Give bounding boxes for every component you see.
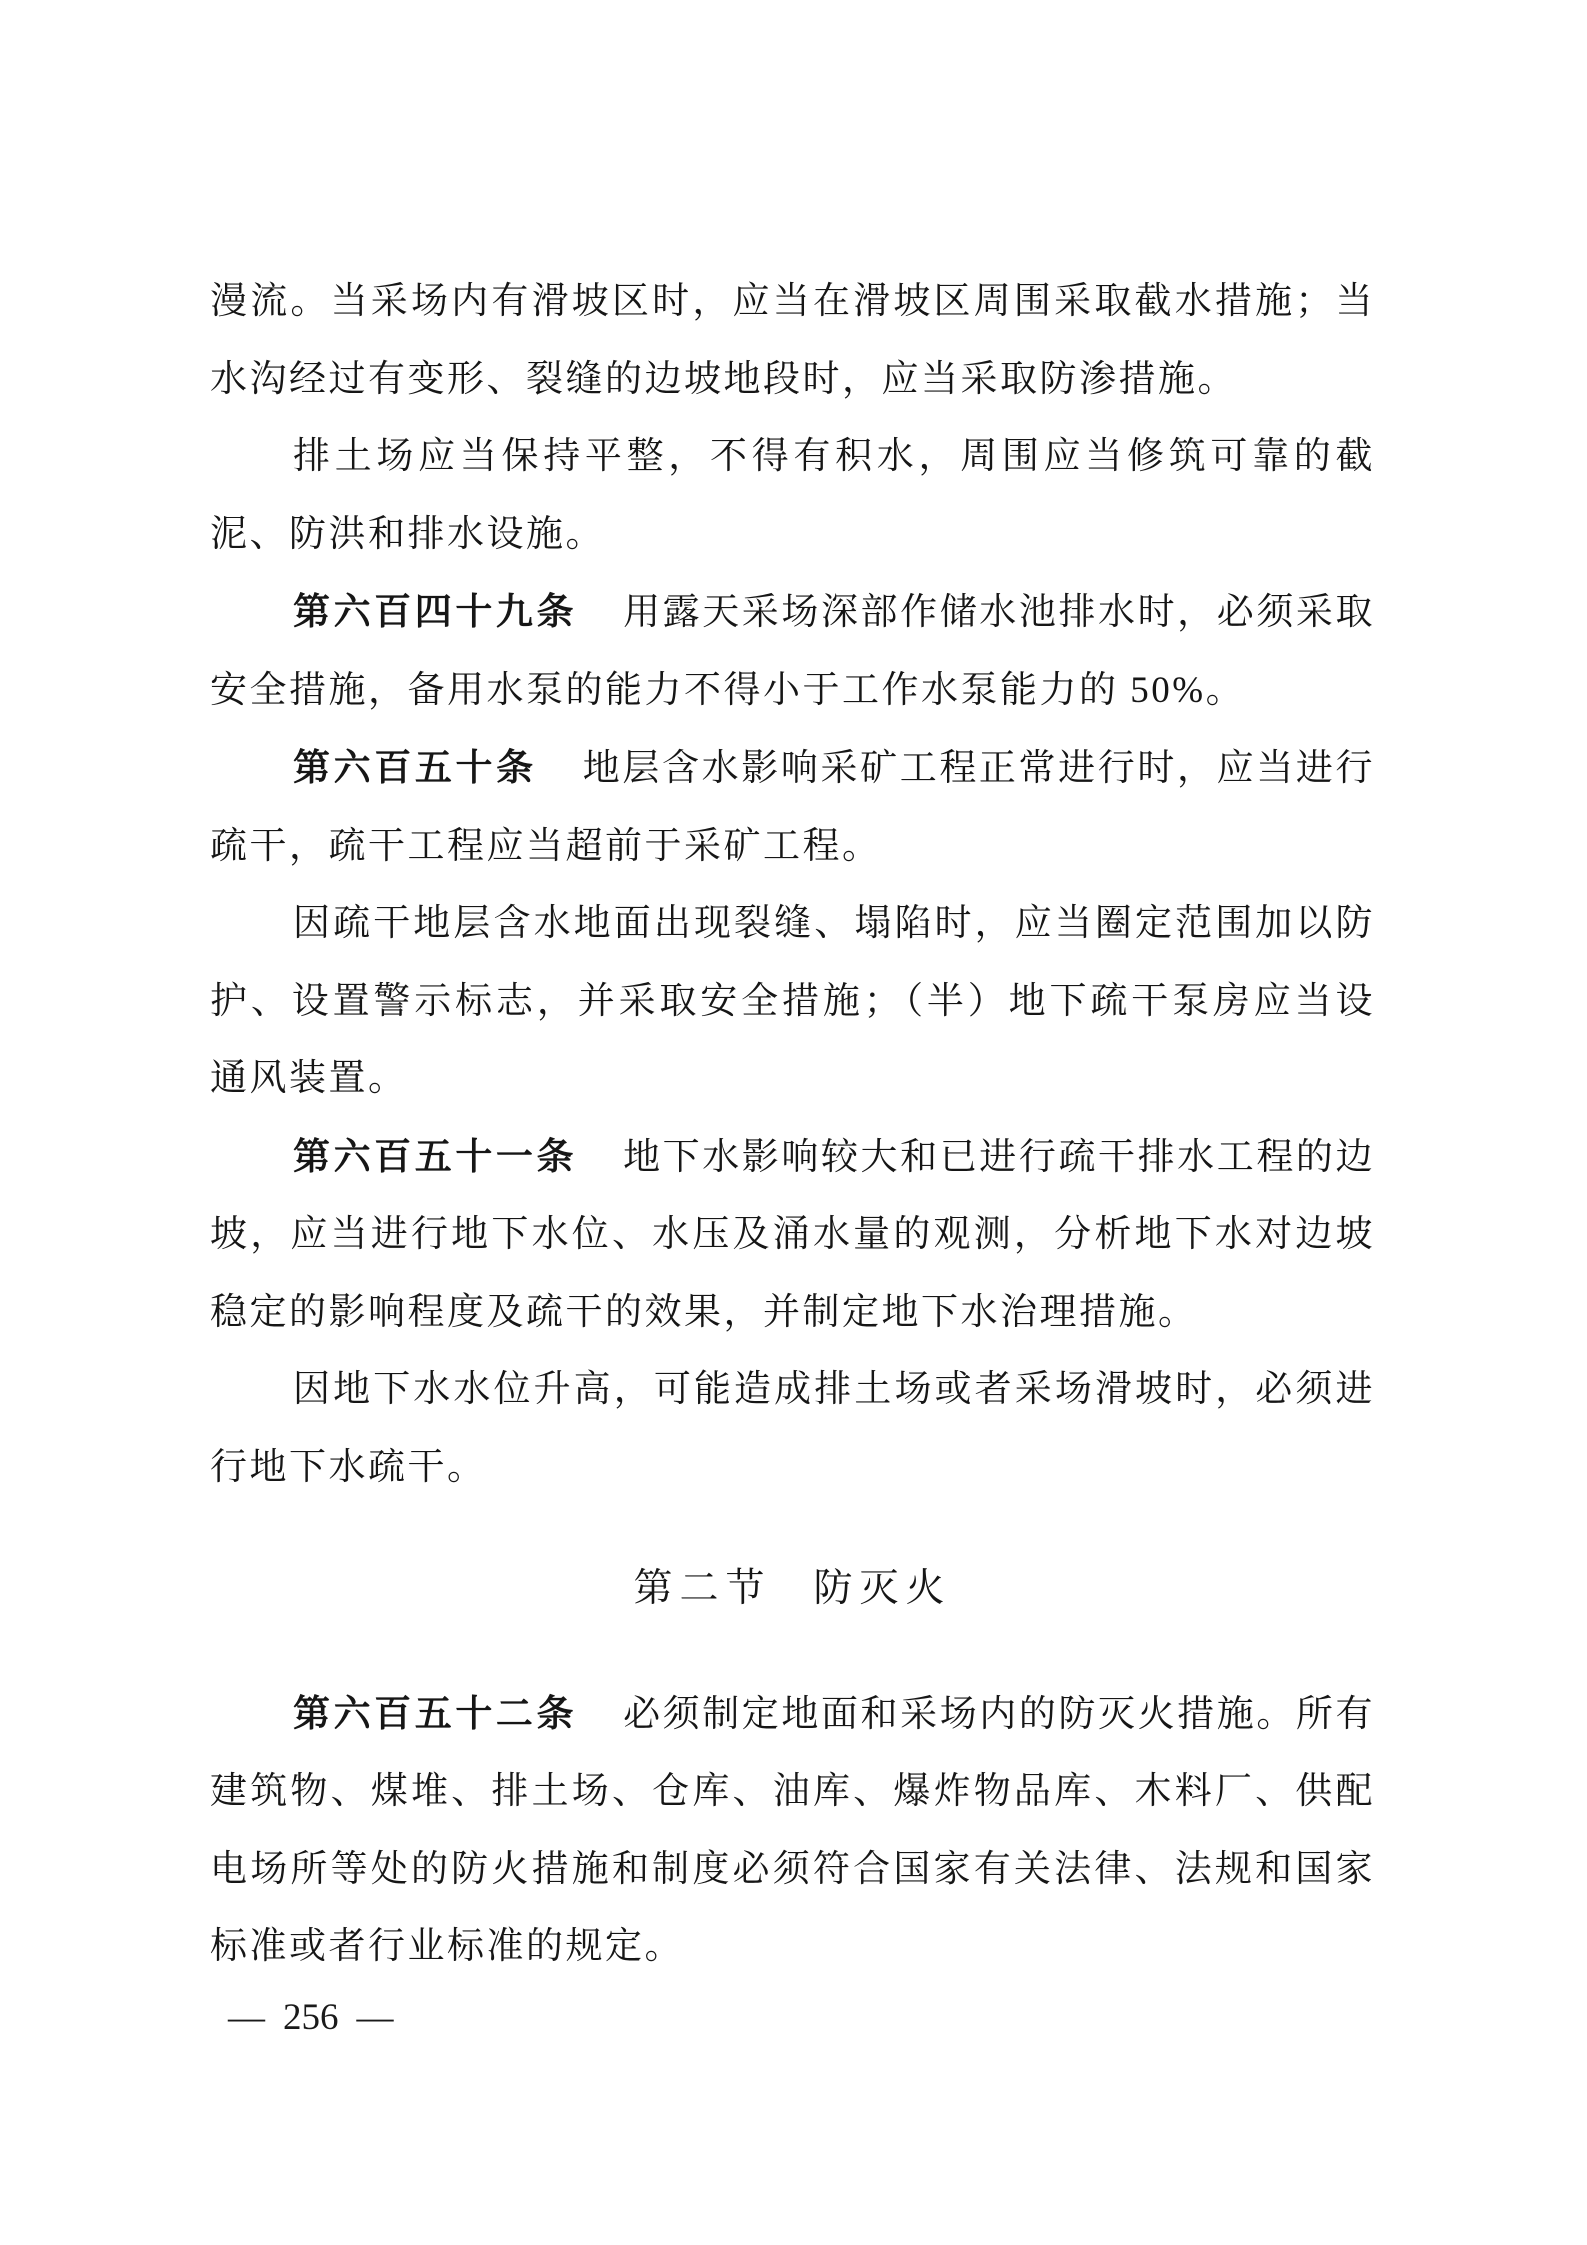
paragraph-text: 地层含水影响采矿工程正常进行时，应当进行疏干，疏干工程应当超前于采矿工程。 bbox=[210, 748, 1376, 867]
paragraph-text: 排土场应当保持平整，不得有积水，周围应当修筑可靠的截泥、防洪和排水设施。 bbox=[210, 436, 1375, 555]
paragraph-article-650 bbox=[210, 729, 1375, 885]
paragraph-text: 因疏干地层含水地面出现裂缝、塌陷时，应当圈定范围加以防护、设置警示标志，并采取安全措施；（半）地下疏干泵房应当设通风装置。 bbox=[210, 903, 1375, 1099]
section-number: 第二节 bbox=[633, 1567, 772, 1610]
section-heading bbox=[210, 1550, 1375, 1628]
paragraph bbox=[210, 263, 1375, 418]
paragraph-article-652 bbox=[210, 1675, 1375, 1986]
article-number: 第六百五十一条 bbox=[293, 1135, 578, 1177]
page-body bbox=[210, 263, 1375, 1986]
paragraph bbox=[210, 1351, 1375, 1506]
page-footer bbox=[228, 1996, 394, 2040]
footer-dash-right: — bbox=[356, 1997, 394, 2038]
paragraph-text: 漫流。当采场内有滑坡区时，应当在滑坡区周围采取截水措施；当水沟经过有变形、裂缝的边坡地段时，应当采取防渗措施。 bbox=[210, 281, 1375, 400]
paragraph-text: 用露天采场深部作储水池排水时，必须采取安全措施，备用水泵的能力不得小于工作水泵能力的 50%。 bbox=[210, 592, 1376, 711]
paragraph-text: 必须制定地面和采场内的防灭火措施。所有建筑物、煤堆、排土场、仓库、油库、爆炸物品库、木料厂、供配电场所等处的防火措施和制度必须符合国家有关法律、法规和国家标准或者行业标准的规定。 bbox=[210, 1693, 1376, 1967]
article-number: 第六百四十九条 bbox=[293, 591, 578, 632]
paragraph-article-649 bbox=[210, 573, 1375, 729]
paragraph bbox=[210, 885, 1375, 1118]
article-number: 第六百五十二条 bbox=[293, 1692, 578, 1734]
paragraph-text: 地下水影响较大和已进行疏干排水工程的边坡，应当进行地下水位、水压及涌水量的观测，分析地下水对边坡稳定的影响程度及疏干的效果，并制定地下水治理措施。 bbox=[210, 1136, 1376, 1333]
page-number: 256 bbox=[283, 1997, 339, 2038]
paragraph-article-651 bbox=[210, 1118, 1375, 1352]
article-number: 第六百五十条 bbox=[293, 747, 537, 788]
footer-dash-left: — bbox=[228, 1997, 265, 2038]
section-title: 防灭火 bbox=[813, 1567, 952, 1610]
paragraph bbox=[210, 418, 1375, 573]
paragraph-text: 因地下水水位升高，可能造成排土场或者采场滑坡时，必须进行地下水疏干。 bbox=[210, 1369, 1375, 1488]
